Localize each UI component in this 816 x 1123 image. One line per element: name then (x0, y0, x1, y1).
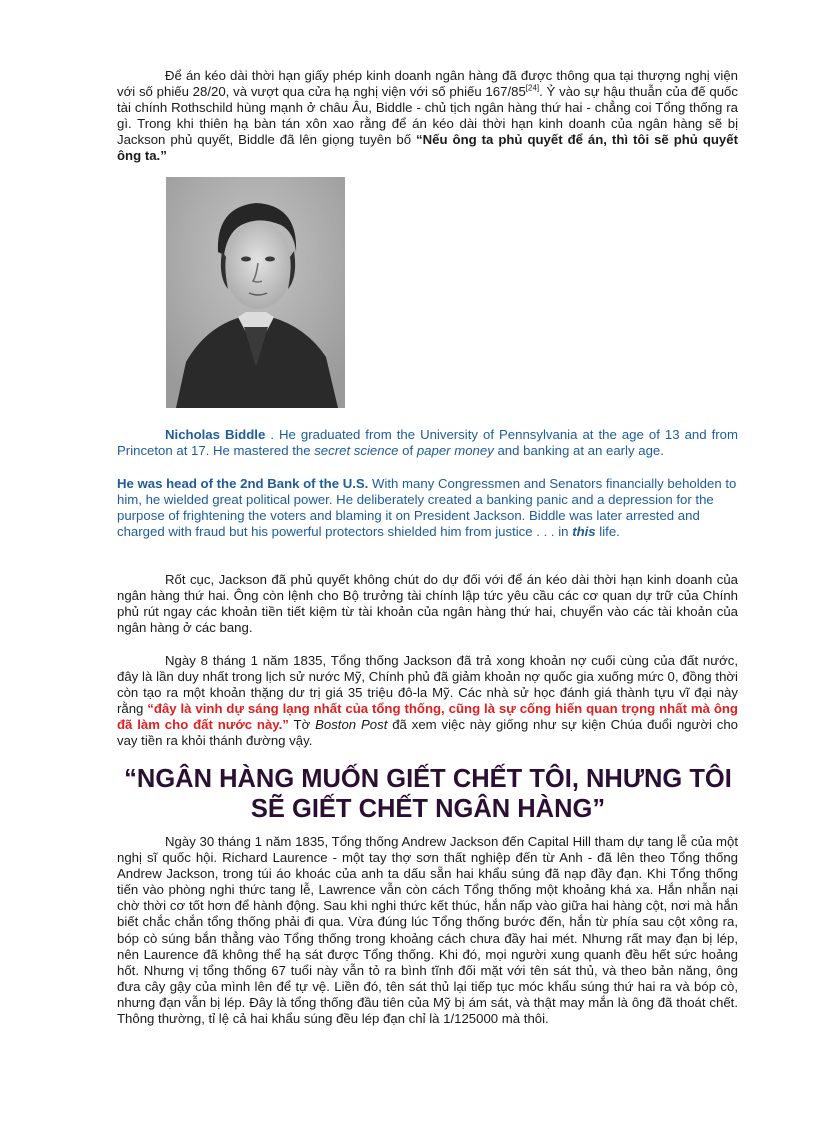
bio-end: life. (595, 524, 620, 540)
caption-text-b: of (398, 443, 417, 459)
bio-text: With many Congressmen and Senators financially beholden to him, he wielded great political power. He deliberately created a banking panic and a depression for the purpose of frightening the voters and blaming it on President Jackson. Biddle was later arrested and charged with fraud but his powerful protectors shielded him from justice . . . in (117, 476, 737, 540)
bio-this: this (572, 524, 596, 540)
section-heading (100, 764, 756, 824)
heading-line-2: SẼ GIẾT CHẾT NGÂN HÀNG” (250, 795, 606, 823)
p4-text: Ngày 30 tháng 1 năm 1835, Tổng thống Andrew Jackson đến Capital Hill tham dự tang lễ của một nghị sĩ quốc hội. Richard Laurence - một tay thợ sơn thất nghiệp đến từ Anh - đã lên theo Tổng thống Andrew Jackson, trong túi áo khoác của anh ta dấu sẵn hai khẩu súng đã nạp đầy đạn. Khi Tổng thống tiến vào phòng nghi thức tang lễ, Lawrence vẫn còn cách Tổng thống một khoảng khá xa. Hắn nhẫn nại chờ thời cơ tốt hơn để hành động. Sau khi nghi thức kết thúc, hắn nấp vào giữa hai hàng cột, nơi mà hắn biết chắc chắn tổng thống phải đi qua. Vừa đúng lúc Tổng thống bước đến, hắn từ phía sau cột xông ra, bóp cò súng bắn thẳng vào Tổng thống trong khoảng cách chưa đầy hai mét. Nhưng rất may đạn bị lép, nên Laurence đã không thể hạ sát được Tổng thống. Khi đó, mọi người xung quanh đều hết sức hoảng hốt. Nhưng vị tổng thống 67 tuổi này vẫn tỏ ra bình tĩnh đối mặt với tên sát thủ, và theo bản năng, ông đưa cây gậy của mình lên để tự vệ. Liền đó, tên sát thủ lại tiếp tục móc khẩu súng thứ hai ra và bóp cò, nhưng đạn vẫn bị lép. Đây là tổng thống đầu tiên của Mỹ bị ám sát, và thật may mắn là ông đã thoát chết. Thông thường, tỉ lệ cả hai khẩu súng đều lép đạn chỉ là 1/125000 mà thôi. (117, 834, 738, 1027)
footnote-ref[interactable]: [24] (525, 83, 540, 93)
p2-text: Rốt cục, Jackson đã phủ quyết không chút do dự đối với để án kéo dài thời hạn kinh doanh của ngân hàng thứ hai. Ông còn lệnh cho Bộ trưởng tài chính lập tức yêu cầu các cơ quan dự trữ của Chính phủ rút ngay các khoản tiền tiết kiệm từ tài khoản của ngân hàng thứ hai, chuyển vào các tài khoản của ngân hàng ở các bang. (117, 572, 738, 636)
paragraph-jackson-veto (117, 572, 738, 636)
paragraph-assassination (117, 834, 738, 1027)
p3-text-c: đã xem việc này giống như sự kiện Chúa đuổi người cho vay tiền ra khỏi thánh đường vậy. (117, 717, 739, 749)
bio-head: He was head of the 2nd Bank of the U.S. (117, 476, 369, 491)
caption-italic-b: paper money (416, 443, 494, 459)
heading-line-1: “NGÂN HÀNG MUỐN GIẾT CHẾT TÔI, NHƯNG TÔI (124, 765, 732, 793)
p1-text-b: . Ỷ vào sự hậu thuẫn của đế quốc tài chính Rothschild hùng mạnh ở châu Âu, Biddle - chủ tịch ngân hàng thứ hai - chẳng coi Tổng thống ra gì. Trong khi thiên hạ bàn tán xôn xao rằng để án kéo dài thời hạn kinh doanh của ngân hàng sẽ bị Jackson phủ quyết, Biddle đã lên giọng tuyên bố (117, 84, 738, 148)
biddle-quote: “Nếu ông ta phủ quyết để án, thì tôi sẽ phủ quyết ông ta.” (117, 132, 738, 164)
paragraph-biddle-threat (117, 68, 738, 165)
historian-quote: “đây là vinh dự sáng lạng nhất của tổng thống, cũng là sự cống hiến quan trọng nhất mà ông đã làm cho đất nước này.” (117, 701, 738, 733)
caption-text-c: and banking at an early age. (493, 443, 664, 459)
caption-name: Nicholas Biddle (165, 427, 266, 442)
caption-text-a: . He graduated from the University of Pennsylvania at the age of 13 and from Princeton at 17. He mastered the (117, 427, 738, 459)
biddle-bio (117, 476, 738, 540)
caption-italic-a: secret science (314, 443, 399, 459)
p3-text-b: Tờ (288, 717, 316, 733)
p3-text-a: Ngày 8 tháng 1 năm 1835, Tổng thống Jackson đã trả xong khoản nợ cuối cùng của đất nước, đây là lần duy nhất trong lịch sử nước Mỹ, Chính phủ đã giảm khoản nợ quốc gia xuống mức 0, đồng thời còn tạo ra một khoản thặng dư trị giá 35 triệu đô-la Mỹ. Các nhà sử học đánh giá thành tựu vĩ đại này rằng (117, 653, 738, 717)
p1-text-a: Để án kéo dài thời hạn giấy phép kinh doanh ngân hàng đã được thông qua tại thượng nghị viện với số phiếu 28/20, và vượt qua cửa hạ nghị viện với số phiếu 167/85 (117, 68, 738, 100)
paragraph-national-debt (117, 653, 738, 750)
portrait-caption (117, 427, 738, 459)
nicholas-biddle-portrait (166, 177, 345, 408)
boston-post: Boston Post (315, 717, 388, 733)
